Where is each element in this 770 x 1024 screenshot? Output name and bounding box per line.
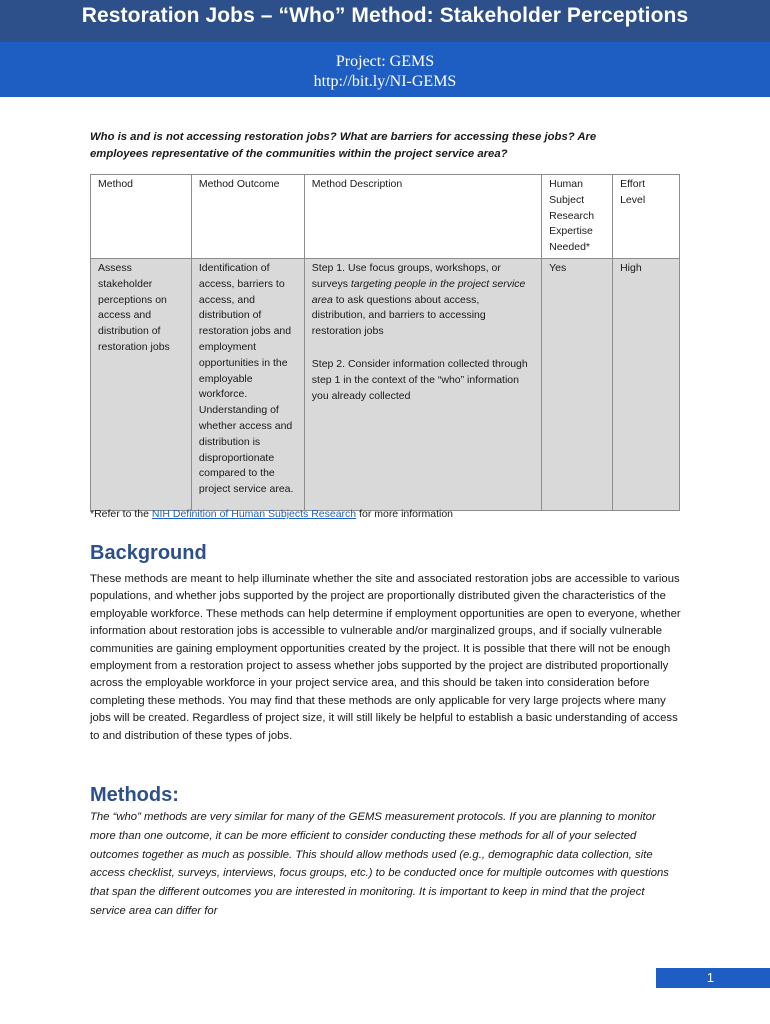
header-method: Method: [91, 175, 192, 259]
methods-paragraph: The “who” methods are very similar for many of the GEMS measurement protocols. If you are planning to monitor more than one outcome, it can be more efficient to consider conducting these methods for all of your selected outcomes together as much as possible. This should allow methods used (e.g., demographic data collection, site access checklist, surveys, interviews, focus groups, etc.) to be conducted once for multiple outcomes with questions that span the different outcomes you are interested in monitoring. It is important to keep in mind that the project service area can differ for: [90, 811, 669, 917]
methods-table: [90, 174, 680, 511]
project-url[interactable]: http://bit.ly/NI-GEMS: [313, 73, 457, 90]
header-method-outcome: Method Outcome: [191, 175, 304, 259]
step-1-text: Step 1. Use focus groups, workshops, or surveys: [311, 261, 501, 290]
title-bar: [0, 0, 770, 42]
cell-effort: High: [613, 258, 680, 510]
step-2: Step 2. Consider information collected through step 1 in the context of the “who” information you already collected: [311, 357, 528, 402]
header-effort-level: Effort Level: [613, 175, 680, 259]
step-1-text-end: to ask questions about access, distribution, and barriers to accessing restoration jobs: [311, 293, 486, 338]
footnote-text: *Refer to the: [90, 508, 152, 520]
project-bar: [0, 42, 770, 97]
footnote: [90, 508, 453, 520]
step-1-emphasis: targeting people in the project service area: [311, 277, 526, 306]
background-paragraph: These methods are meant to help illuminate whether the site and associated restoration jobs are accessible to various populations, and whether jobs supported by the project are proportionally distributed given the characteristics of the employable workforce. These methods can help determine if employment opportunities are open to everyone, whether information about restoration jobs is accessible to vulnerable and/or marginalized groups, and if socially vulnerable communities are gaining employment opportunities created by the project. It is possible that there will not be enough employment from a restoration project to assess whether jobs supported by the project are distributed proportionally across the employable workforce in your project service area, and this should be taken into consideration before completing these methods. You may find that these methods are only applicable for very large projects where many jobs will be created. Regardless of project size, it will still likely be helpful to establish a basic understanding of access to and distribution of these types of jobs.: [90, 573, 681, 742]
cell-method: Assess stakeholder perceptions on access and distribution of restoration jobs: [91, 258, 192, 510]
background-heading: Background: [90, 542, 207, 564]
table-row: [91, 258, 680, 510]
page-title: Restoration Jobs – “Who” Method: Stakeholder Perceptions: [81, 4, 689, 27]
cell-outcome: Identification of access, barriers to access, and distribution of restoration jobs and employment opportunities in the employable workforce. Understanding of whether access and distribution is disproportionate compared to the project service area.: [191, 258, 304, 510]
header-expertise: Human Subject Research Expertise Needed*: [542, 175, 613, 259]
methods-heading: Methods:: [90, 784, 179, 806]
intro-questions: Who is and is not accessing restoration jobs? What are barriers for accessing these jobs? Are employees representative of the communities within the project service area?: [90, 131, 597, 160]
cell-expertise: Yes: [542, 258, 613, 510]
cell-description: [304, 258, 541, 510]
header-method-description: Method Description: [304, 175, 541, 259]
project-label: Project: GEMS: [335, 53, 435, 70]
footnote-text-end: for more information: [356, 508, 454, 520]
table-header-row: [91, 175, 680, 259]
nih-definition-link[interactable]: NIH Definition of Human Subjects Research: [151, 508, 357, 520]
page-number: 1: [656, 968, 770, 988]
step-1: [312, 261, 534, 340]
